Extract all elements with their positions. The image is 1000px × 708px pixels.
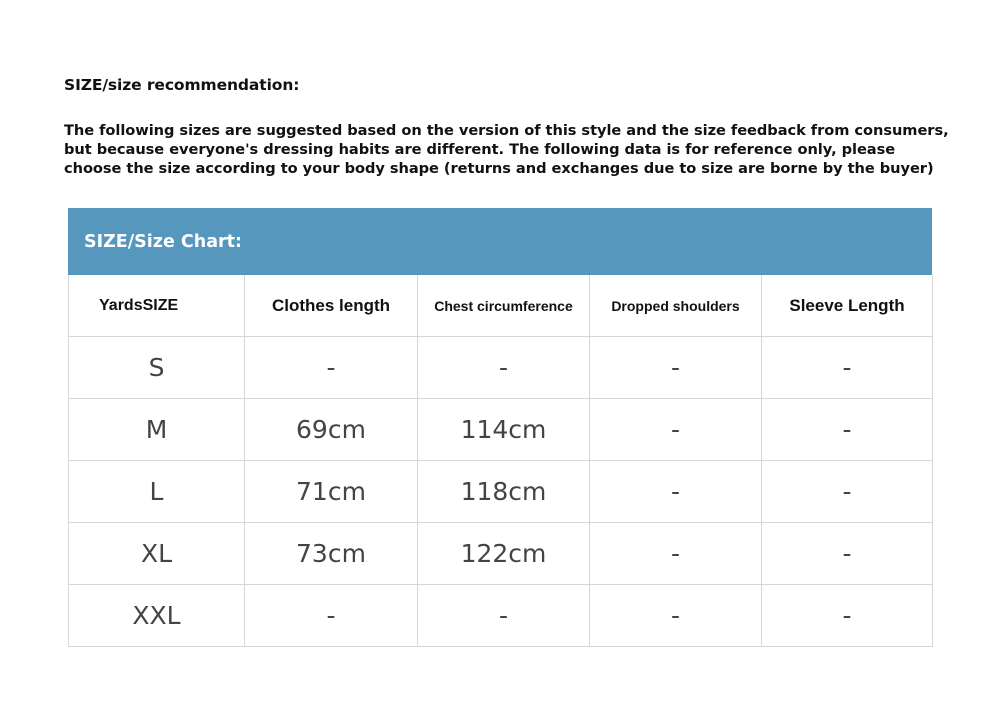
- size-cell: XXL: [69, 585, 245, 647]
- column-header-size: YardsSIZE: [69, 275, 245, 337]
- table-cell: -: [762, 461, 933, 523]
- table-cell: 114cm: [418, 399, 590, 461]
- column-header-dropped-shoulders: Dropped shoulders: [590, 275, 762, 337]
- size-cell: L: [69, 461, 245, 523]
- table-cell: -: [590, 399, 762, 461]
- table-cell: -: [590, 523, 762, 585]
- size-cell: S: [69, 337, 245, 399]
- table-cell: 118cm: [418, 461, 590, 523]
- table-cell: 122cm: [418, 523, 590, 585]
- table-cell: -: [762, 337, 933, 399]
- column-header-sleeve-length: Sleeve Length: [762, 275, 933, 337]
- size-cell: XL: [69, 523, 245, 585]
- intro-line: but because everyone's dressing habits are different. The following data is for reference only, please: [64, 141, 896, 158]
- table-cell: 69cm: [245, 399, 418, 461]
- intro-line: The following sizes are suggested based on the version of this style and the size feedback from consumers,: [64, 122, 949, 139]
- table-row: [69, 585, 933, 647]
- column-header-chest-circumference: Chest circumference: [418, 275, 590, 337]
- size-recommendation-heading: SIZE/size recommendation:: [64, 76, 300, 94]
- table-row: [69, 461, 933, 523]
- table-cell: -: [590, 461, 762, 523]
- intro-line: choose the size according to your body shape (returns and exchanges due to size are borne by the buyer): [64, 160, 934, 177]
- table-cell: -: [418, 585, 590, 647]
- column-header-clothes-length: Clothes length: [245, 275, 418, 337]
- table-cell: -: [762, 585, 933, 647]
- table-cell: 71cm: [245, 461, 418, 523]
- size-cell: M: [69, 399, 245, 461]
- table-header-row: [69, 275, 933, 337]
- table-cell: -: [590, 337, 762, 399]
- size-recommendation-text: [64, 121, 964, 178]
- table-cell: -: [590, 585, 762, 647]
- size-table: [68, 275, 933, 647]
- table-cell: -: [245, 337, 418, 399]
- size-chart: [68, 208, 932, 647]
- table-row: [69, 399, 933, 461]
- table-row: [69, 337, 933, 399]
- size-chart-title: SIZE/Size Chart:: [68, 208, 932, 275]
- table-cell: -: [418, 337, 590, 399]
- table-row: [69, 523, 933, 585]
- table-cell: -: [245, 585, 418, 647]
- table-cell: -: [762, 399, 933, 461]
- table-cell: -: [762, 523, 933, 585]
- table-cell: 73cm: [245, 523, 418, 585]
